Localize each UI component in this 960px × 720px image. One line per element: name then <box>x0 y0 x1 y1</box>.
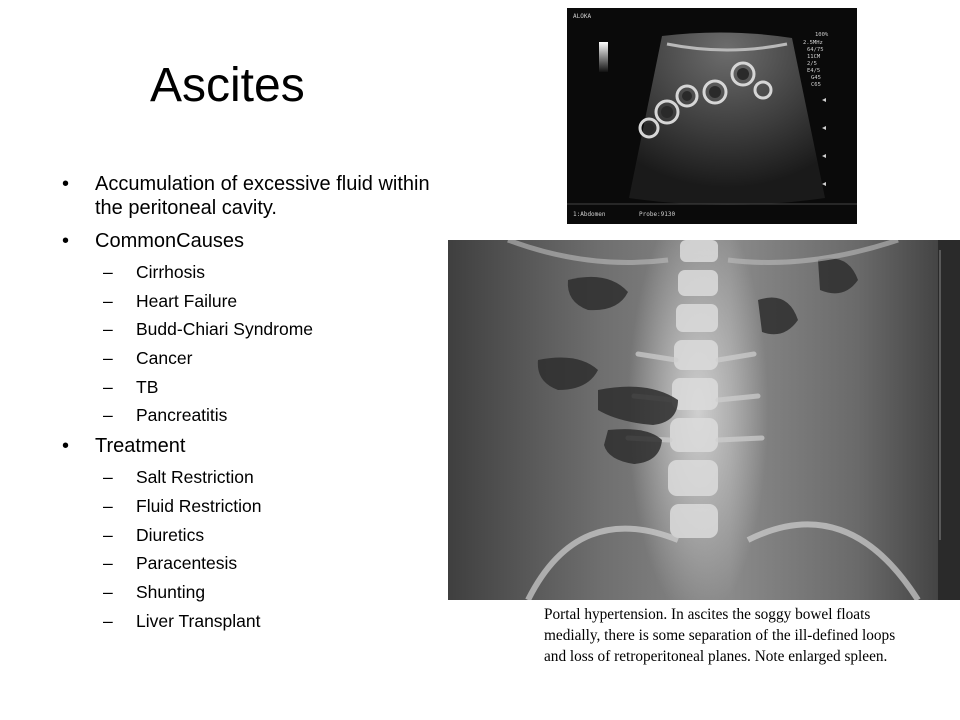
sub-bullet-text: Budd-Chiari Syndrome <box>136 319 314 340</box>
dash-marker: – <box>103 581 113 602</box>
dash-marker: – <box>103 262 113 282</box>
sub-bullet-text: Diuretics <box>136 524 205 545</box>
bullet-list <box>62 172 452 639</box>
dash-marker: – <box>103 376 113 397</box>
ultrasound-readout: 64/75 <box>807 47 824 53</box>
ultrasound-readout: 100% <box>815 32 829 38</box>
image-caption: Portal hypertension. In ascites the soggy bowel floats medially, there is some separation of the ill-defined loops and loss of retroperitoneal planes. Note enlarged spleen. <box>544 606 896 665</box>
sub-bullet-text: Liver Transplant <box>136 610 261 631</box>
sublist-treatment <box>62 467 452 630</box>
sub-bullet-text: Cancer <box>136 348 193 369</box>
dash-marker: – <box>103 610 113 631</box>
sub-bullet-text: Cirrhosis <box>136 262 206 282</box>
ultrasound-readout: 2/5 <box>807 61 817 67</box>
bullet-item <box>62 434 452 458</box>
sub-bullet-text: Heart Failure <box>136 290 238 311</box>
ultrasound-readout: G45 <box>811 75 821 81</box>
ultrasound-readout: C65 <box>811 82 821 88</box>
slide-title: Ascites <box>150 59 305 112</box>
sub-bullet-text: Fluid Restriction <box>136 495 262 516</box>
dash-marker: – <box>103 495 113 516</box>
sub-bullet-item <box>62 467 452 487</box>
bullet-item <box>62 229 452 253</box>
sub-bullet-item <box>62 611 452 631</box>
sub-bullet-item <box>62 496 452 516</box>
sublist-causes <box>62 262 452 425</box>
dash-marker: – <box>103 467 113 488</box>
dash-marker: – <box>103 524 113 545</box>
ultrasound-probe-label: Probe:9130 <box>639 211 676 218</box>
sub-bullet-item <box>62 582 452 602</box>
sub-bullet-item <box>62 553 452 573</box>
sub-bullet-item <box>62 377 452 397</box>
ultrasound-readout: 11CM <box>807 54 821 60</box>
sub-bullet-text: Shunting <box>136 581 206 602</box>
dash-marker: – <box>103 348 113 369</box>
bullet-dot: • <box>62 230 70 252</box>
sub-bullet-item <box>62 262 452 282</box>
sub-bullet-text: Paracentesis <box>136 553 238 574</box>
sub-bullet-item <box>62 525 452 545</box>
sub-bullet-item <box>62 319 452 339</box>
ultrasound-readout: 2.5MHz <box>803 40 823 46</box>
ultrasound-brand: ALOKA <box>573 13 592 20</box>
dash-marker: – <box>103 319 113 340</box>
dash-marker: – <box>103 553 113 574</box>
sub-bullet-text: Pancreatitis <box>136 405 228 426</box>
dash-marker: – <box>103 405 113 426</box>
dash-marker: – <box>103 290 113 311</box>
bullet-dot: • <box>62 435 70 458</box>
ultrasound-image <box>567 8 857 224</box>
bullet-text: Treatment <box>95 435 186 458</box>
sub-bullet-text: Salt Restriction <box>136 467 254 488</box>
sub-bullet-item <box>62 291 452 311</box>
bullet-text: CommonCauses <box>95 230 244 252</box>
bullet-text: Accumulation of excessive fluid within the peritoneal cavity. <box>95 173 430 219</box>
ultrasound-mode-label: 1:Abdomen <box>573 211 606 218</box>
bullet-dot: • <box>62 173 70 195</box>
ultrasound-readout: E4/5 <box>807 68 821 74</box>
bullet-item <box>62 172 452 220</box>
sub-bullet-item <box>62 348 452 368</box>
sub-bullet-text: TB <box>136 376 159 397</box>
sub-bullet-item <box>62 405 452 425</box>
xray-image <box>448 240 960 600</box>
